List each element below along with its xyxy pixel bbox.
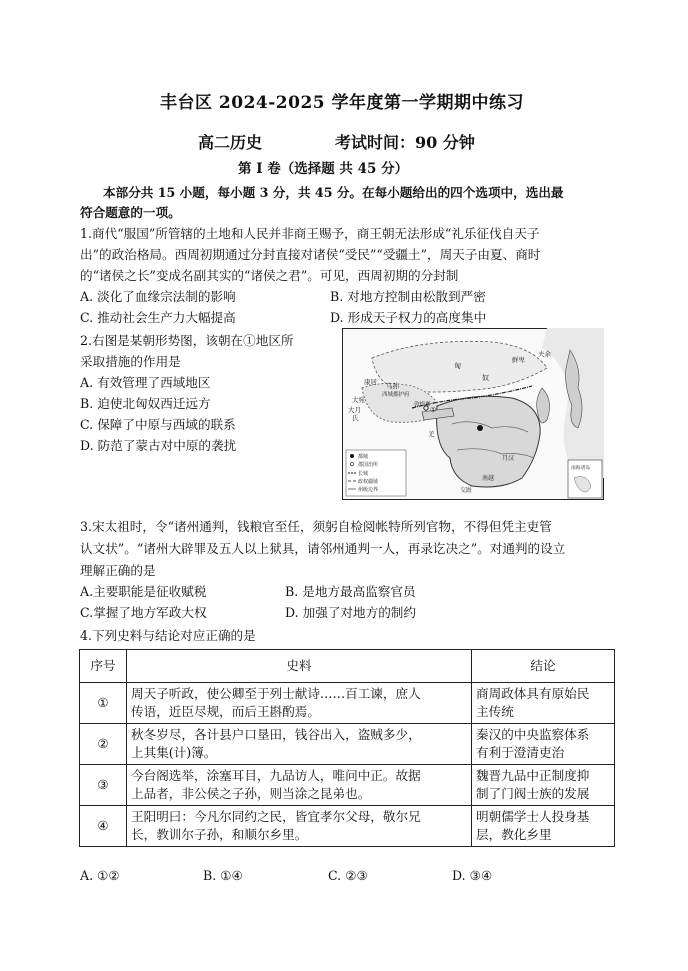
q4-stem: 4.下列史料与结论对应正确的是	[80, 628, 256, 643]
map-legend-prefecture: 郡国治所	[358, 462, 379, 468]
row-conclusion	[472, 683, 615, 724]
map-legend-boundary: 州级边界	[358, 487, 379, 493]
q1-stem-line1: 1.商代“服国”所管辖的土地和人民并非商王赐予，商王朝无法形成“礼乐征伐自天子	[80, 226, 540, 241]
row-conclusion-line2: 层，教化乡里	[476, 827, 552, 842]
row-conclusion-line1: 魏晋九品中正制度抑	[476, 768, 590, 783]
q1-stem-line3: 的“诸侯之长”变成名副其实的“诸侯之君”。可见，西周初期的分封制	[80, 268, 459, 283]
row-source-line1: 王阳明曰：今凡尔同约之民，皆宜孝尔父母，敬尔兄	[131, 809, 421, 824]
row-source-line1: 今台阁选举，涂塞耳目，九品访人，唯问中正。故据	[131, 768, 421, 783]
q2-option-c: C. 保障了中原与西域的联系	[80, 417, 236, 432]
table-row	[80, 724, 615, 765]
row-conclusion-line1: 明朝儒学士人投身基	[476, 809, 590, 824]
map-legend-wall: 长城	[358, 471, 369, 477]
q1-stem-line2: 出”的政治格局。西周初期通过分封直接对诸侯“受民”“受疆土”，周天子由夏、商时	[80, 247, 541, 262]
q1-option-c: C. 推动社会生产力大幅提高	[80, 310, 236, 325]
map-label-nu: 奴	[482, 374, 489, 382]
header-number: 序号	[80, 650, 127, 683]
row-source-line2: 上其集(计)簿。	[131, 745, 217, 760]
q3-stem-line3: 理解正确的是	[80, 563, 156, 578]
map-label-yuehan: 月汉	[502, 455, 515, 462]
map-inset-label: 南海诸岛	[571, 466, 591, 471]
map-label-qiang: 羌	[428, 430, 435, 438]
row-number: ③	[80, 765, 127, 806]
map-label-jiaozhi: 交趾	[460, 487, 473, 494]
row-conclusion-line1: 秦汉的中央监察体系	[476, 727, 590, 742]
q3-option-a: A.主要职能是征收赋税	[80, 584, 207, 599]
q3-option-d: D. 加强了对地方的制约	[285, 605, 416, 620]
row-source-line2: 传语，近臣尽规，而后王斟酌焉。	[131, 704, 320, 719]
q2-option-d: D. 防范了蒙古对中原的袭扰	[80, 438, 237, 453]
map-label-dayuezhi-2: 氏	[352, 414, 359, 422]
q3-stem-line1: 3.宋太祖时，令“诸州通判，钱粮官至任，须躬自检阅帐特所列官物，不得但凭主吏管	[80, 519, 552, 534]
map-label-fuyu: 夫余	[538, 350, 551, 358]
q4-option-d: D. ③④	[452, 868, 493, 883]
q3-stem-line2: 认文状”。“诸州大辟罪及五人以上狱具，请邻州通判一人，再录讫决之”。对通判的设立	[80, 541, 566, 556]
map-label-kangju: 康居	[364, 378, 377, 386]
map-label-dunhuang: 敦煌郡	[414, 402, 431, 408]
row-source-line2: 上品者，非公侯之子孙，则当涂之昆弟也。	[131, 786, 371, 801]
row-conclusion-line1: 商周政体具有原始民	[476, 686, 590, 701]
q2-stem-line2: 采取措施的作用是	[80, 354, 181, 369]
row-source	[127, 765, 472, 806]
section-heading: 第 I 卷（选择题 共 45 分）	[238, 161, 409, 177]
row-conclusion-line2: 有利于澄清吏治	[476, 745, 565, 760]
map-legend-capital: 都城	[358, 454, 369, 460]
row-source	[127, 806, 472, 847]
q2-option-b: B. 迫使北匈奴西迁远方	[80, 396, 211, 411]
map-label-circle-1: ①	[430, 406, 437, 414]
table-header-row	[80, 650, 615, 683]
map-label-xianbei: 鲜卑	[512, 356, 525, 364]
row-conclusion-line2: 制了门阀士族的发展	[476, 786, 590, 801]
q4-option-b: B. ①④	[203, 868, 243, 883]
map-label-dayuezhi-1: 大月	[348, 406, 361, 414]
q2-stem-line1: 2.右图是某朝形势图，该朝在①地区所	[80, 333, 294, 348]
row-source-line2: 长，教训尔子孙，和顺尔乡里。	[131, 827, 308, 842]
map-label-wusun: 乌孙	[386, 382, 399, 390]
section-instruction-line2: 符合题意的一项。	[80, 205, 181, 220]
map-label-dayuan: 大宛	[352, 396, 365, 404]
q1-option-a: A. 淡化了血缘宗法制的影响	[80, 289, 236, 304]
row-source-line1: 周天子听政，使公卿至于列士献诗……百工谏，庶人	[131, 686, 421, 701]
subject-label: 高二历史	[198, 133, 263, 152]
row-number: ①	[80, 683, 127, 724]
q1-option-d: D. 形成天子权力的高度集中	[330, 310, 487, 325]
q1-option-b: B. 对地方控制由松散到严密	[330, 289, 486, 304]
header-conclusion: 结论	[472, 650, 615, 683]
row-conclusion	[472, 765, 615, 806]
q4-option-a: A. ①②	[80, 868, 120, 883]
table-row	[80, 683, 615, 724]
row-source	[127, 724, 472, 765]
row-conclusion	[472, 806, 615, 847]
map-label-xiyu: 西域都护府	[382, 392, 410, 398]
table-row	[80, 765, 615, 806]
q3-option-b: B. 是地方最高监察官员	[285, 584, 416, 599]
row-number: ②	[80, 724, 127, 765]
map-label-xiong: 匈	[454, 362, 461, 370]
row-source-line1: 秋冬岁尽，各计县户口垦田，钱谷出入，盗贼多少，	[131, 727, 421, 742]
row-source	[127, 683, 472, 724]
q4-option-c: C. ②③	[328, 868, 368, 883]
han-dynasty-map	[342, 328, 604, 500]
map-label-nanyue: 南越	[482, 475, 495, 482]
map-legend-territory: 政权疆域	[358, 479, 379, 485]
section-instruction-line1: 本部分共 15 小题，每小题 3 分，共 45 分。在每小题给出的四个选项中，选出最	[103, 185, 564, 200]
header-source: 史料	[127, 650, 472, 683]
q4-table	[79, 649, 615, 847]
row-conclusion-line2: 主传统	[476, 704, 514, 719]
row-conclusion	[472, 724, 615, 765]
q2-option-a: A. 有效管理了西域地区	[80, 375, 211, 390]
table-row	[80, 806, 615, 847]
q3-option-c: C.掌握了地方军政大权	[80, 605, 207, 620]
exam-time: 考试时间：90 分钟	[335, 133, 475, 152]
row-number: ④	[80, 806, 127, 847]
exam-title: 丰台区 2024-2025 学年度第一学期期中练习	[160, 93, 525, 113]
